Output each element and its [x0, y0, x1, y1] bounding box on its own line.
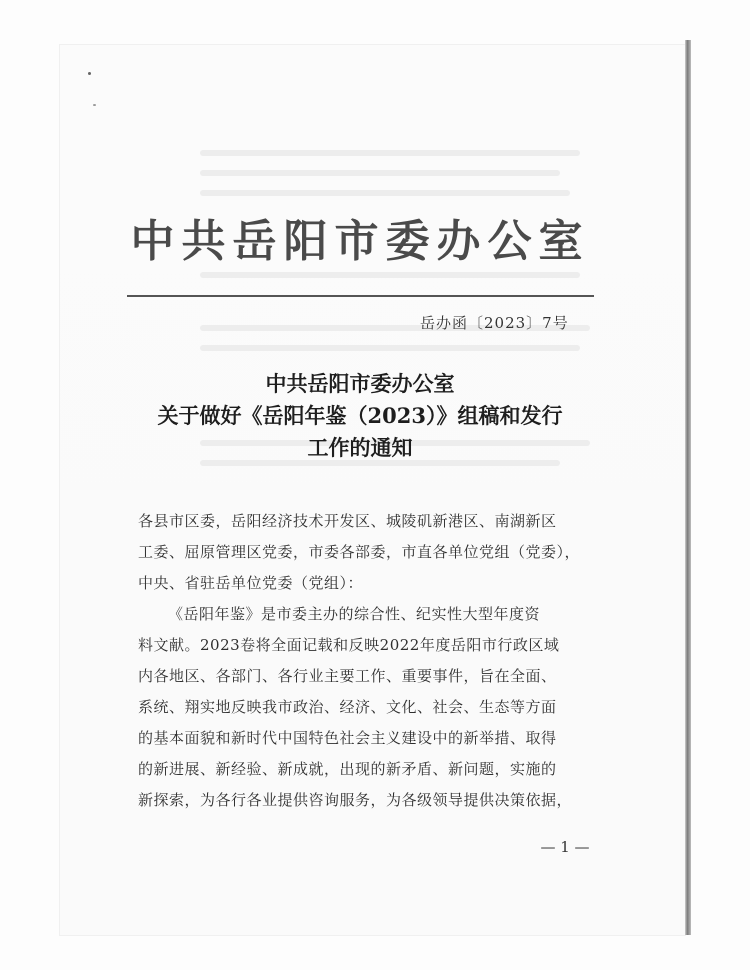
paragraph-line: 新探索，为各行各业提供咨询服务，为各级领导提供决策依据，: [138, 791, 573, 809]
salutation-line: 各县市区委，岳阳经济技术开发区、城陵矶新港区、南湖新区: [138, 512, 557, 530]
bleed-through-line: [200, 190, 570, 196]
title-line: 中共岳阳市委办公室: [265, 371, 455, 396]
document-number: 岳办函〔2023〕7号: [420, 314, 569, 332]
scan-speck: [93, 104, 96, 106]
body-text: [138, 506, 598, 816]
title-line: 工作的通知: [307, 435, 413, 460]
scan-speck: [88, 72, 91, 75]
page-number: — 1 —: [540, 838, 590, 856]
paragraph-line: 的新进展、新经验、新成就，出现的新矛盾、新问题，实施的: [138, 760, 557, 778]
salutation-line: 中央、省驻岳单位党委（党组）：: [138, 574, 364, 592]
page-edge-shadow: [685, 40, 691, 935]
paragraph-line: 内各地区、各部门、各行业主要工作、重要事件，旨在全面、: [138, 667, 557, 685]
bleed-through-line: [200, 272, 580, 278]
notice-title: [110, 368, 610, 464]
paragraph-line: 料文献。2023卷将全面记载和反映2022年度岳阳市行政区域: [138, 636, 560, 654]
paragraph-line: 的基本面貌和新时代中国特色社会主义建设中的新举措、取得: [138, 729, 557, 747]
bleed-through-line: [200, 170, 560, 176]
bleed-through-line: [200, 345, 580, 351]
header-rule: [127, 295, 594, 297]
masthead-title: 中共岳阳市委办公室: [130, 216, 590, 267]
salutation-line: 工委、屈原管理区党委，市委各部委，市直各单位党组（党委），: [138, 543, 581, 561]
bleed-through-line: [200, 150, 580, 156]
paragraph-line: 系统、翔实地反映我市政治、经济、文化、社会、生态等方面: [138, 698, 557, 716]
title-line: 关于做好《岳阳年鉴（2023）》组稿和发行: [157, 403, 563, 428]
paragraph-line: 《岳阳年鉴》是市委主办的综合性、纪实性大型年度资: [168, 605, 541, 623]
